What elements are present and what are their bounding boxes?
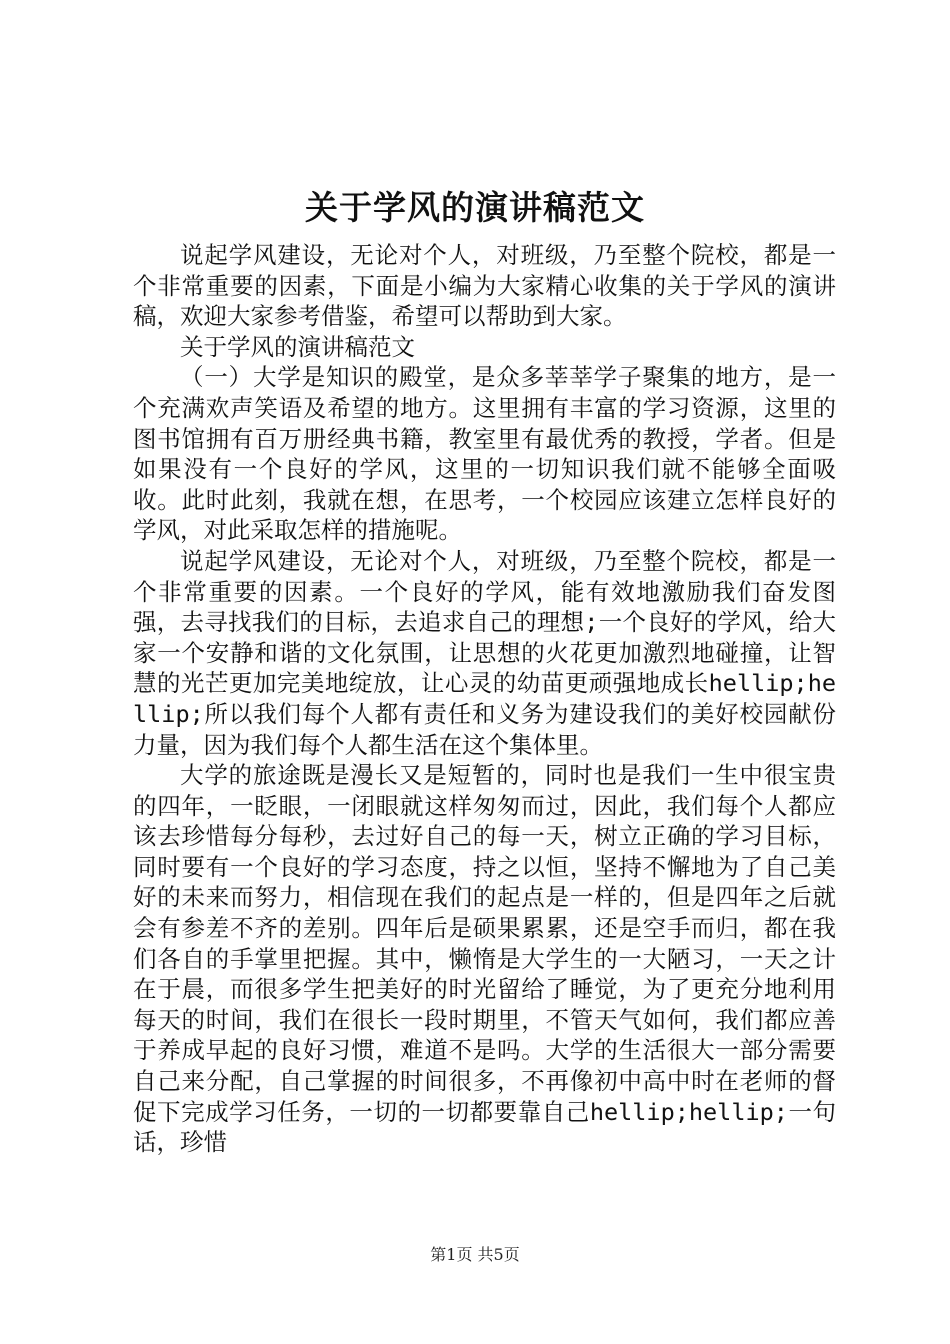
document-body — [133, 240, 836, 1158]
intro-paragraph: 说起学风建设，无论对个人，对班级，乃至整个院校，都是一个非常重要的因素，下面是小编为大家精心收集的关于学风的演讲稿，欢迎大家参考借鉴，希望可以帮助到大家。 — [133, 241, 836, 331]
body-paragraph-2: 说起学风建设，无论对个人，对班级，乃至整个院校，都是一个非常重要的因素。一个良好的学风，能有效地激励我们奋发图强，去寻找我们的目标，去追求自己的理想;一个良好的学风，给大家一个安静和谐的文化氛围，让思想的火花更加激烈地碰撞，让智慧的光芒更加完美地绽放，让心灵的幼苗更顽强地成长hellip;hellip;所以我们每个人都有责任和义务为建设我们的美好校园献份力量，因为我们每个人都生活在这个集体里。 — [133, 546, 836, 759]
page-number-footer: 第1页 共5页 — [430, 1245, 520, 1264]
body-paragraph-1: （一）大学是知识的殿堂，是众多莘莘学子聚集的地方，是一个充满欢声笑语及希望的地方。这里拥有丰富的学习资源，这里的图书馆拥有百万册经典书籍，教室里有最优秀的教授，学者。但是如果没有一个良好的学风，这里的一切知识我们就不能够全面吸收。此时此刻，我就在想，在思考，一个校园应该建立怎样良好的学风，对此采取怎样的措施呢。 — [133, 363, 836, 545]
document-title: 关于学风的演讲稿范文 — [305, 188, 645, 227]
section-heading: 关于学风的演讲稿范文 — [180, 332, 415, 361]
body-paragraph-3: 大学的旅途既是漫长又是短暂的，同时也是我们一生中很宝贵的四年，一眨眼，一闭眼就这样匆匆而过，因此，我们每个人都应该去珍惜每分每秒，去过好自己的每一天，树立正确的学习目标，同时要有一个良好的学习态度，持之以恒，坚持不懈地为了自己美好的未来而努力，相信现在我们的起点是一样的，但是四年之后就会有参差不齐的差别。四年后是硕果累累，还是空手而归，都在我们各自的手掌里把握。其中，懒惰是大学生的一大陋习，一天之计在于晨，而很多学生把美好的时光留给了睡觉，为了更充分地利用每天的时间，我们在很长一段时期里，不管天气如何，我们都应善于养成早起的良好习惯，难道不是吗。大学的生活很大一部分需要自己来分配，自己掌握的时间很多，不再像初中高中时在老师的督促下完成学习任务，一切的一切都要靠自己hellip;hellip;一句话，珍惜 — [133, 761, 836, 1157]
